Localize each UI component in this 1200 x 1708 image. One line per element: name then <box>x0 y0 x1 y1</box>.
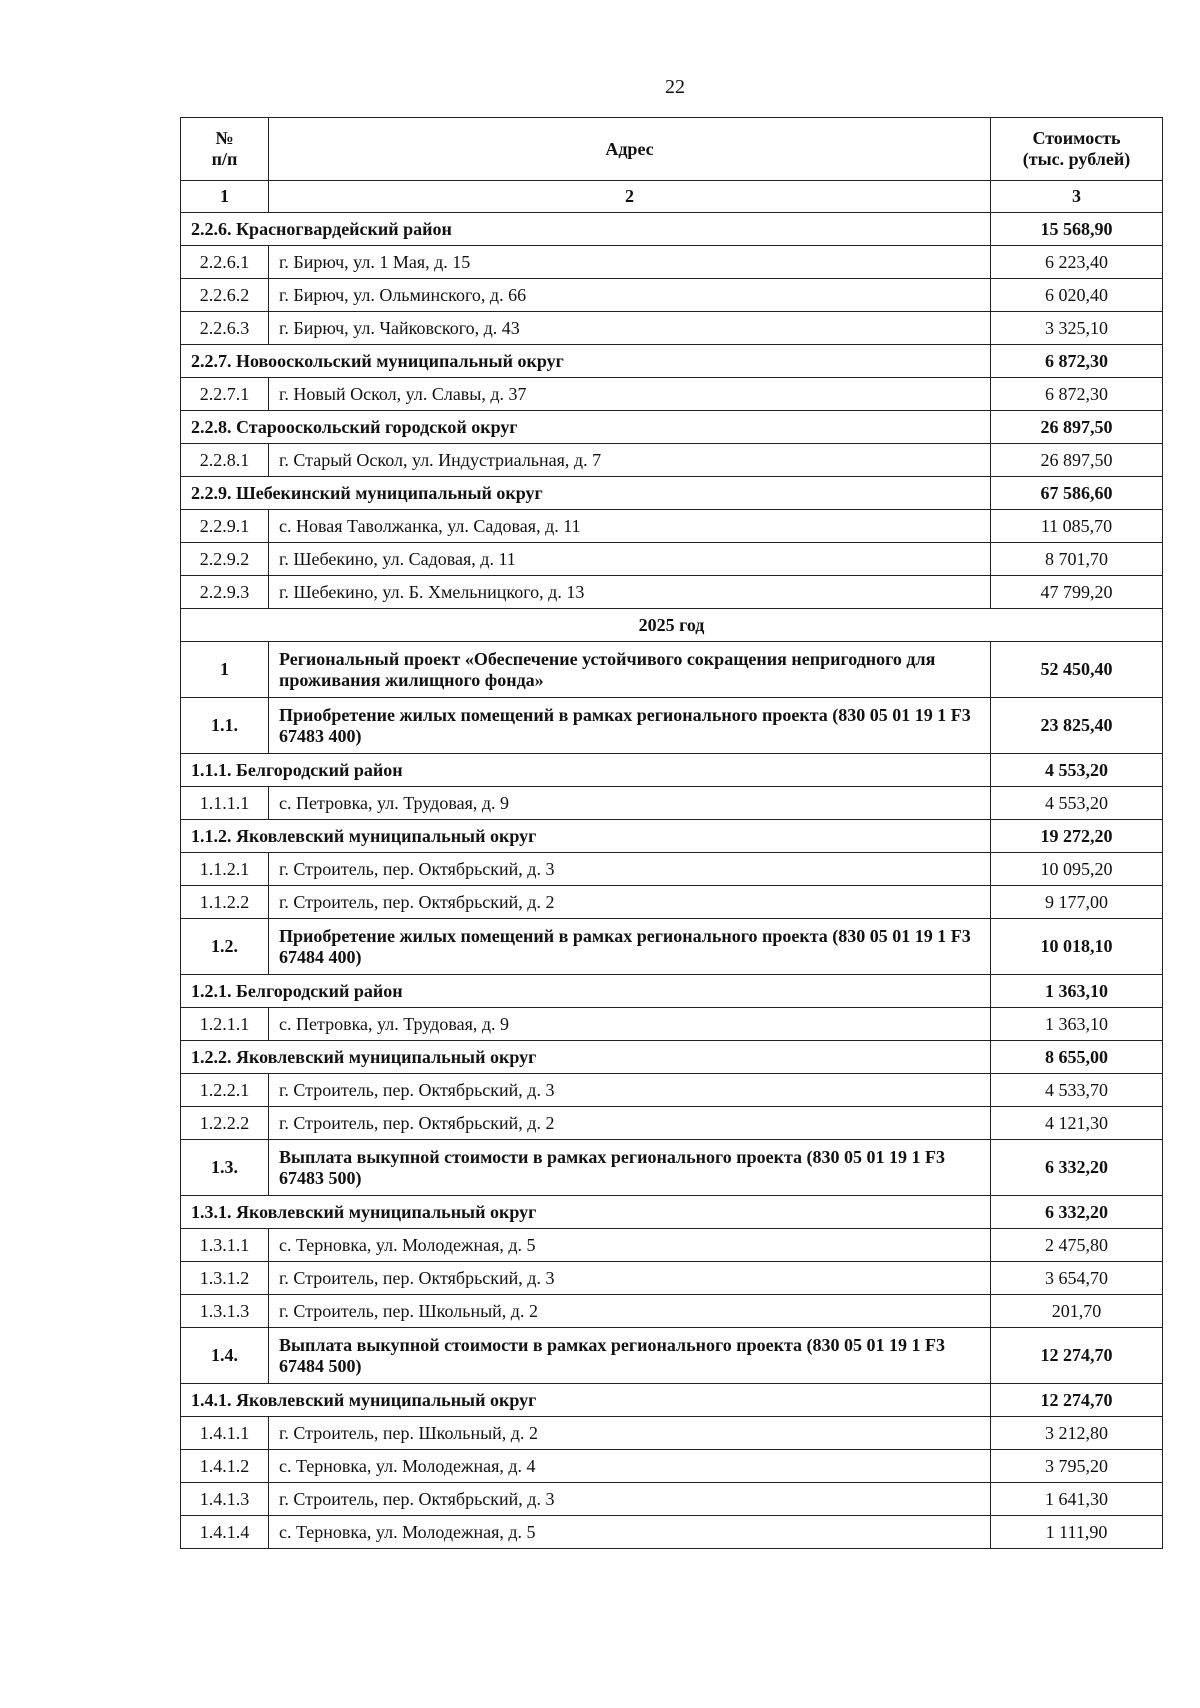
table-header-row <box>181 118 1163 181</box>
row-number: 1.3.1.2 <box>181 1262 269 1295</box>
row-number: 2.2.6.1 <box>181 246 269 279</box>
group-label: 2.2.6. Красногвардейский район <box>181 213 991 246</box>
group-row <box>181 820 1163 853</box>
year-label: 2025 год <box>181 609 1163 642</box>
table-row <box>181 1229 1163 1262</box>
row-address: г. Шебекино, ул. Б. Хмельницкого, д. 13 <box>269 576 991 609</box>
row-cost: 3 325,10 <box>991 312 1163 345</box>
row-cost: 3 654,70 <box>991 1262 1163 1295</box>
row-address: г. Строитель, пер. Школьный, д. 2 <box>269 1417 991 1450</box>
group-cost: 4 553,20 <box>991 754 1163 787</box>
row-address: г. Новый Оскол, ул. Славы, д. 37 <box>269 378 991 411</box>
row-address: г. Строитель, пер. Октябрьский, д. 3 <box>269 1483 991 1516</box>
table-row <box>181 312 1163 345</box>
section-title: Выплата выкупной стоимости в рамках регионального проекта (830 05 01 19 1 F3 67484 500) <box>269 1328 991 1384</box>
group-cost: 12 274,70 <box>991 1384 1163 1417</box>
row-number: 1.4.1.1 <box>181 1417 269 1450</box>
section-row <box>181 1328 1163 1384</box>
group-cost: 26 897,50 <box>991 411 1163 444</box>
row-number: 2.2.7.1 <box>181 378 269 411</box>
group-cost: 6 872,30 <box>991 345 1163 378</box>
row-number: 2.2.8.1 <box>181 444 269 477</box>
row-cost: 9 177,00 <box>991 886 1163 919</box>
group-label: 1.2.2. Яковлевский муниципальный округ <box>181 1041 991 1074</box>
group-label: 2.2.7. Новооскольский муниципальный округ <box>181 345 991 378</box>
table-row <box>181 378 1163 411</box>
row-number: 1.4.1.3 <box>181 1483 269 1516</box>
table-row <box>181 1450 1163 1483</box>
row-cost: 4 121,30 <box>991 1107 1163 1140</box>
header-cost: Стоимость (тыс. рублей) <box>991 118 1163 181</box>
header-address: Адрес <box>269 118 991 181</box>
group-row <box>181 1196 1163 1229</box>
row-address: с. Новая Таволжанка, ул. Садовая, д. 11 <box>269 510 991 543</box>
group-cost: 8 655,00 <box>991 1041 1163 1074</box>
row-number: 1.3.1.1 <box>181 1229 269 1262</box>
table-row <box>181 1417 1163 1450</box>
group-row <box>181 1384 1163 1417</box>
row-address: с. Терновка, ул. Молодежная, д. 5 <box>269 1516 991 1549</box>
row-number: 1.2.2.1 <box>181 1074 269 1107</box>
row-address: с. Петровка, ул. Трудовая, д. 9 <box>269 787 991 820</box>
group-cost: 6 332,20 <box>991 1196 1163 1229</box>
row-number: 1.2.1.1 <box>181 1008 269 1041</box>
group-label: 1.3.1. Яковлевский муниципальный округ <box>181 1196 991 1229</box>
group-row <box>181 477 1163 510</box>
row-number: 1.1.2.2 <box>181 886 269 919</box>
row-number: 1.1.1.1 <box>181 787 269 820</box>
table-row <box>181 1295 1163 1328</box>
row-address: г. Шебекино, ул. Садовая, д. 11 <box>269 543 991 576</box>
table-row <box>181 1516 1163 1549</box>
year-row <box>181 609 1163 642</box>
table-row <box>181 886 1163 919</box>
section-title: Приобретение жилых помещений в рамках регионального проекта (830 05 01 19 1 F3 67484 400) <box>269 919 991 975</box>
row-cost: 11 085,70 <box>991 510 1163 543</box>
section-cost: 12 274,70 <box>991 1328 1163 1384</box>
row-number: 2.2.9.3 <box>181 576 269 609</box>
row-cost: 2 475,80 <box>991 1229 1163 1262</box>
group-label: 1.1.2. Яковлевский муниципальный округ <box>181 820 991 853</box>
row-cost: 3 795,20 <box>991 1450 1163 1483</box>
table-row <box>181 510 1163 543</box>
row-cost: 201,70 <box>991 1295 1163 1328</box>
row-cost: 4 553,20 <box>991 787 1163 820</box>
row-address: с. Петровка, ул. Трудовая, д. 9 <box>269 1008 991 1041</box>
table-row <box>181 444 1163 477</box>
section-row <box>181 1140 1163 1196</box>
section-number: 1.4. <box>181 1328 269 1384</box>
column-numbers-row <box>181 181 1163 213</box>
row-number: 1.4.1.4 <box>181 1516 269 1549</box>
table-row <box>181 246 1163 279</box>
row-address: г. Строитель, пер. Октябрьский, д. 2 <box>269 886 991 919</box>
table-row <box>181 787 1163 820</box>
row-address: с. Терновка, ул. Молодежная, д. 5 <box>269 1229 991 1262</box>
row-address: г. Бирюч, ул. 1 Мая, д. 15 <box>269 246 991 279</box>
row-address: г. Бирюч, ул. Чайковского, д. 43 <box>269 312 991 345</box>
group-label: 1.4.1. Яковлевский муниципальный округ <box>181 1384 991 1417</box>
header-number: № п/п <box>181 118 269 181</box>
group-row <box>181 975 1163 1008</box>
table-row <box>181 1483 1163 1516</box>
row-number: 1.1.2.1 <box>181 853 269 886</box>
section-number: 1.1. <box>181 698 269 754</box>
table-row <box>181 1074 1163 1107</box>
table-row <box>181 1008 1163 1041</box>
row-address: с. Терновка, ул. Молодежная, д. 4 <box>269 1450 991 1483</box>
table-row <box>181 543 1163 576</box>
column-number: 3 <box>991 181 1163 213</box>
row-cost: 6 223,40 <box>991 246 1163 279</box>
group-label: 1.2.1. Белгородский район <box>181 975 991 1008</box>
group-row <box>181 345 1163 378</box>
section-row <box>181 919 1163 975</box>
row-cost: 3 212,80 <box>991 1417 1163 1450</box>
column-number: 2 <box>269 181 991 213</box>
column-number: 1 <box>181 181 269 213</box>
group-label: 2.2.8. Старооскольский городской округ <box>181 411 991 444</box>
row-cost: 6 020,40 <box>991 279 1163 312</box>
group-row <box>181 411 1163 444</box>
cost-table <box>180 117 1163 1549</box>
section-row <box>181 642 1163 698</box>
row-cost: 1 641,30 <box>991 1483 1163 1516</box>
row-cost: 26 897,50 <box>991 444 1163 477</box>
row-number: 2.2.9.1 <box>181 510 269 543</box>
row-cost: 1 363,10 <box>991 1008 1163 1041</box>
row-address: г. Строитель, пер. Октябрьский, д. 3 <box>269 1262 991 1295</box>
row-address: г. Бирюч, ул. Ольминского, д. 66 <box>269 279 991 312</box>
row-cost: 1 111,90 <box>991 1516 1163 1549</box>
group-label: 2.2.9. Шебекинский муниципальный округ <box>181 477 991 510</box>
row-address: г. Старый Оскол, ул. Индустриальная, д. 7 <box>269 444 991 477</box>
section-row <box>181 698 1163 754</box>
row-address: г. Строитель, пер. Октябрьский, д. 3 <box>269 1074 991 1107</box>
section-number: 1.2. <box>181 919 269 975</box>
section-number: 1 <box>181 642 269 698</box>
group-cost: 19 272,20 <box>991 820 1163 853</box>
table-row <box>181 1262 1163 1295</box>
row-cost: 8 701,70 <box>991 543 1163 576</box>
table-row <box>181 853 1163 886</box>
row-address: г. Строитель, пер. Школьный, д. 2 <box>269 1295 991 1328</box>
row-address: г. Строитель, пер. Октябрьский, д. 2 <box>269 1107 991 1140</box>
row-number: 1.2.2.2 <box>181 1107 269 1140</box>
row-number: 2.2.9.2 <box>181 543 269 576</box>
section-cost: 10 018,10 <box>991 919 1163 975</box>
section-cost: 6 332,20 <box>991 1140 1163 1196</box>
row-number: 2.2.6.3 <box>181 312 269 345</box>
row-cost: 6 872,30 <box>991 378 1163 411</box>
group-row <box>181 754 1163 787</box>
table-row <box>181 576 1163 609</box>
section-cost: 23 825,40 <box>991 698 1163 754</box>
section-number: 1.3. <box>181 1140 269 1196</box>
page-number: 22 <box>665 76 685 98</box>
row-cost: 4 533,70 <box>991 1074 1163 1107</box>
table-row <box>181 1107 1163 1140</box>
section-title: Выплата выкупной стоимости в рамках регионального проекта (830 05 01 19 1 F3 67483 500) <box>269 1140 991 1196</box>
row-cost: 10 095,20 <box>991 853 1163 886</box>
row-address: г. Строитель, пер. Октябрьский, д. 3 <box>269 853 991 886</box>
section-title: Региональный проект «Обеспечение устойчивого сокращения непригодного для проживания жилищного фонда» <box>269 642 991 698</box>
group-cost: 67 586,60 <box>991 477 1163 510</box>
group-cost: 1 363,10 <box>991 975 1163 1008</box>
row-cost: 47 799,20 <box>991 576 1163 609</box>
group-row <box>181 213 1163 246</box>
group-label: 1.1.1. Белгородский район <box>181 754 991 787</box>
section-cost: 52 450,40 <box>991 642 1163 698</box>
row-number: 2.2.6.2 <box>181 279 269 312</box>
section-title: Приобретение жилых помещений в рамках регионального проекта (830 05 01 19 1 F3 67483 400) <box>269 698 991 754</box>
row-number: 1.4.1.2 <box>181 1450 269 1483</box>
table-row <box>181 279 1163 312</box>
group-row <box>181 1041 1163 1074</box>
group-cost: 15 568,90 <box>991 213 1163 246</box>
row-number: 1.3.1.3 <box>181 1295 269 1328</box>
